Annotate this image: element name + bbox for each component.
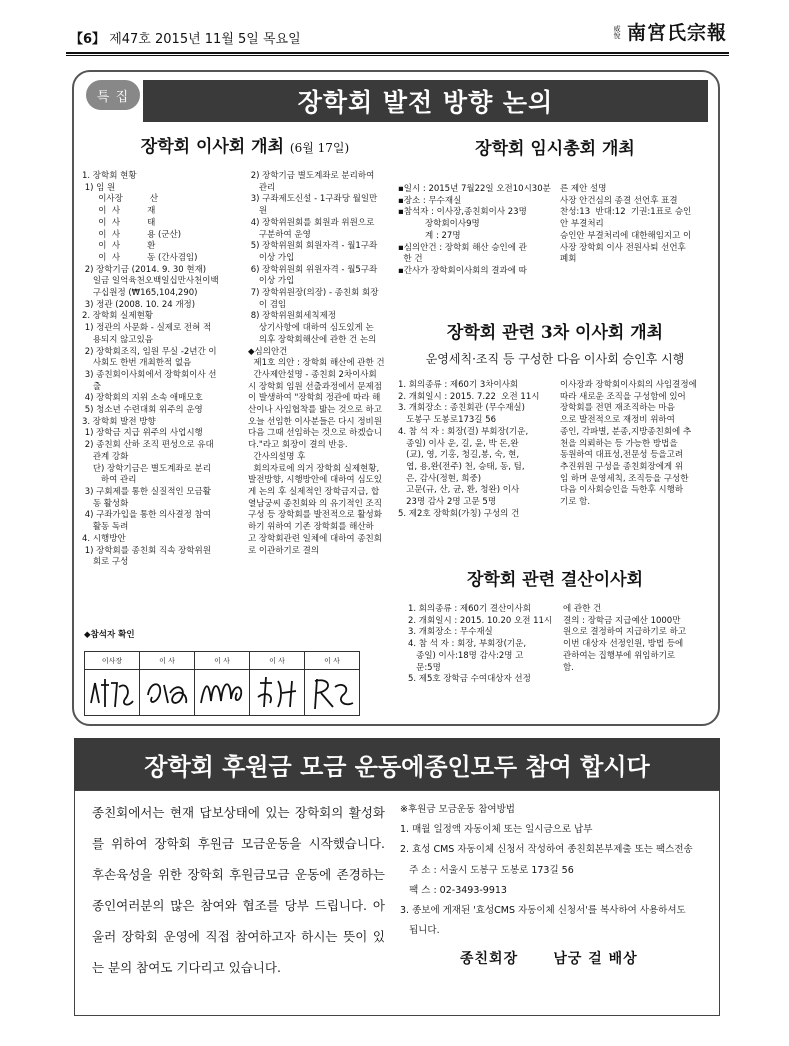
text-line: 에 관한 건 <box>563 604 602 614</box>
text-line: 간사의설명 후 <box>248 451 306 462</box>
issue-number: 제47호 <box>109 32 151 47</box>
handwritten-signature <box>142 673 192 713</box>
signature-cell <box>250 670 305 716</box>
third-meeting-title: 장학회 관련 3차 이사회 개최 <box>446 323 664 343</box>
board-meeting-date: (6월 17일) <box>289 141 350 155</box>
text-line: 이 사 태 <box>82 217 156 228</box>
masthead <box>612 18 727 45</box>
third-meeting-column-1 <box>398 380 558 520</box>
text-line: 5. 제5호 장학금 수여대상자 선정 <box>408 674 531 685</box>
text-line: ◆심의안건 <box>248 346 288 357</box>
text-line: 2) 장학기금 (2014. 9. 30 현재) <box>82 264 207 275</box>
text-line: 3) 종친회이사회에서 장학회이사 선 <box>82 369 217 380</box>
text-line: 임 하며 운영세칙, 조직등을 구성한 <box>560 473 689 484</box>
text-line: 이 사 용 (군산) <box>82 229 182 240</box>
general-meeting-column-2 <box>560 184 710 266</box>
header-divider <box>66 52 729 54</box>
text-line: 1) 장학회를 종친회 직속 장학위원 <box>82 545 211 556</box>
text-line: 천을 의뢰하는 등 가능한 방법을 <box>560 438 678 449</box>
signature-header: 이 사 <box>305 652 360 670</box>
feature-title: 장학회 발전 방향 논의 <box>143 80 708 122</box>
page-header-left <box>70 28 301 47</box>
text-line: 출 <box>82 381 102 392</box>
text-line: 으로 발전적으로 재정비 위하여 <box>560 415 675 426</box>
signature-row <box>85 670 360 716</box>
text-line: 이 발생하여 "장학회 정관에 따라 해 <box>248 393 381 404</box>
text-line: 폐회 <box>560 254 577 265</box>
howto-line: 2. 효성 CMS 자동이체 신청서 작성하여 종친회본부제출 또는 팩스전송 <box>400 844 693 856</box>
feature-tag: 특 집 <box>86 80 140 110</box>
text-line: 2. 개회일시 : 2015. 10.20 오전 11시 <box>408 615 553 626</box>
handwritten-signature <box>197 673 247 713</box>
text-line: 이 사 동 (간사겸임) <box>82 252 198 263</box>
text-line: 구분하여 운영 <box>248 229 311 240</box>
signature-header-row <box>85 652 360 670</box>
text-line: 구십원정 (₩165,104,290) <box>82 288 198 299</box>
text-line: 3. 장학회 발전 방향 <box>82 416 156 427</box>
text-line: 구성 등 장학회를 발전적으로 활성화 <box>248 510 382 521</box>
text-line: 2) 장학기금 별도계좌로 분리하여 <box>248 171 375 181</box>
signature-cell <box>85 670 140 716</box>
text-line: 하기 위하여 기존 장학회를 해산하 <box>248 522 374 533</box>
text-line: 도봉구 도봉로173길 56 <box>398 415 497 426</box>
header-divider-thin <box>66 55 729 56</box>
text-line: 관하여는 집행부에 위임하기로 <box>563 650 676 661</box>
text-line: 함. <box>563 662 574 673</box>
signature-header: 이사장 <box>85 652 140 670</box>
text-line: 이사장 산 <box>82 194 159 205</box>
text-line: 회로 구성 <box>82 557 129 568</box>
howto-line: 1. 매월 일정액 자동이체 또는 일시금으로 납부 <box>400 824 593 836</box>
masthead-small-text: 威悅 <box>612 24 621 39</box>
text-line: 기로 함. <box>560 497 591 508</box>
text-line: 회의자료에 의거 장학회 실제현황, <box>248 463 380 474</box>
text-line: 다음 이사회승인을 득한후 시행하 <box>560 485 684 496</box>
settlement-meeting-title: 장학회 관련 결산이사회 <box>466 570 644 590</box>
text-line: 사장 장학회 이사 전원사퇴 선언후 <box>560 242 686 253</box>
text-line: 4) 구좌가입을 통한 의사결정 참여 <box>82 510 211 521</box>
text-line: ▪참석자 : 이사장,종친회이사 23명 <box>398 207 527 218</box>
text-line: 오늘 선임한 이사분들은 다시 정비원 <box>248 416 382 427</box>
text-line: 5) 청소년 수련대회 위주의 운영 <box>82 405 203 416</box>
text-line: 장학회를 전면 재조직하는 마음 <box>560 403 675 414</box>
handwritten-signature <box>252 673 302 713</box>
text-line: 6) 장학위원회 위원자격 - 월5구좌 <box>248 264 378 275</box>
general-meeting-title: 장학회 임시총회 개최 <box>475 139 635 159</box>
text-line: 1) 임 원 <box>82 182 116 193</box>
text-line: 사회도 한번 개최한적 없음 <box>82 358 192 369</box>
text-line: 4. 시행방안 <box>82 533 126 544</box>
text-line: ▪심의안건 : 장학회 해산 승인에 관 <box>398 242 527 253</box>
text-line: 찬성:13 반대:12 기권:1표로 승인 <box>560 207 692 218</box>
text-line: 고문(규, 산, 균, 환, 청완) 이사 <box>398 485 520 496</box>
text-line: 간사제안설명 - 종친회 2차이사회 <box>248 369 377 380</box>
text-line: 엽, 용,완(전주) 천, 승태, 동, 팀, <box>398 461 525 472</box>
text-line: 3) 구좌제도신설 - 1구좌당 월일만 <box>248 194 378 205</box>
text-line: 로 이관하기로 결의 <box>248 545 320 556</box>
text-line: 발전방향, 시행방안에 대하여 심도있 <box>248 475 382 486</box>
text-line: 활동 독려 <box>82 522 129 533</box>
general-meeting-column-1 <box>398 184 553 278</box>
text-line: 1) 정관의 사문화 - 실제로 전혀 적 <box>82 323 212 334</box>
text-line: 이 사 환 <box>82 241 156 252</box>
issue-date: 2015년 11월 5일 목요일 <box>155 32 301 47</box>
masthead-brand: 南宮氏宗報 <box>626 22 727 44</box>
text-line: ▪간사가 장학회이사회의 결과에 따 <box>398 265 527 276</box>
text-line: 사장 안건심의 종결 선언후 표결 <box>560 195 678 206</box>
text-line: 한 건 <box>398 254 423 265</box>
text-line: 종인, 각파별, 분종,지방종친회에 추 <box>560 426 692 437</box>
text-line: 4) 장학위원회를 회원과 위원으로 <box>248 217 375 228</box>
text-line: 5. 제2호 장학회(가칭) 구성의 건 <box>398 508 520 519</box>
text-line: 이 겸임 <box>248 299 287 310</box>
signature-header: 이 사 <box>250 652 305 670</box>
text-line: 1. 회의종류 : 제60기 3차이사회 <box>398 380 519 390</box>
text-line: 7) 장학위원장(의장) - 종친회 회장 <box>248 288 379 299</box>
howto-line: ※후원금 모금운동 참여방법 <box>400 804 515 815</box>
text-line: 은, 감사(정현, 희중) <box>398 473 482 484</box>
text-line: 동원하여 대표성,전문성 등을고려 <box>560 450 684 461</box>
settlement-meeting-column-1 <box>408 604 558 686</box>
howto-line: 팩 스 : 02-3493-9913 <box>400 884 507 896</box>
text-line: 의후 장학회해산에 관한 건 논의 <box>248 334 377 345</box>
text-line: 이상 가입 <box>248 276 295 287</box>
text-line: 이사장과 장학회이사회의 사임결정에 <box>560 380 697 390</box>
text-line: 5) 장학위원회 회원자격 - 월1구좌 <box>248 241 378 252</box>
text-line: 23명 감사 2명 고문 5명 <box>398 497 497 508</box>
text-line: 1. 회의종류 : 제60기 결산이사회 <box>408 604 531 614</box>
board-meeting-column-2 <box>248 171 408 557</box>
text-line: 단) 장학기금은 별도계좌로 분리 <box>82 463 211 474</box>
text-line: 원 <box>248 206 268 217</box>
text-line: 이상 가입 <box>248 252 295 263</box>
text-line: (교), 영, 기홍, 청길,봉, 숙, 현, <box>398 450 520 461</box>
text-line: 른 제안 설명 <box>560 184 607 194</box>
fundraising-howto <box>400 800 710 941</box>
signature-cell <box>305 670 360 716</box>
fundraising-signer: 종친회장 남궁 걸 배상 <box>460 951 638 967</box>
page-number: 【6】 <box>70 32 106 47</box>
text-line: ▪일시 : 2015년 7월22일 오전10시30분 <box>398 184 551 194</box>
text-line: 4. 참 석 자 : 회장, 부회장(기운, <box>408 639 527 650</box>
text-line: 4. 참 석 자 : 회장(걸) 부회장(기운, <box>398 426 529 437</box>
text-line: 다음 그때 선임하는 것으로 하겠습니 <box>248 428 382 439</box>
text-line: 2) 종친회 산하 조직 편성으로 유대 <box>82 440 214 451</box>
text-line: 3) 구회제를 통한 실질적인 모금활 <box>82 486 211 497</box>
text-line: 3. 개회장소 : 무수재실 <box>408 627 493 638</box>
text-line: 열남궁씨 종친회와 의 유기적인 조직 <box>248 498 382 509</box>
text-line: 4) 장학회의 지위 소속 애매모호 <box>82 393 203 404</box>
text-line: 일금 일억육천오백일십만사천이백 <box>82 276 219 287</box>
howto-line: 됩니다. <box>400 925 440 937</box>
text-line: 계 : 27명 <box>398 230 461 241</box>
signature-header: 이 사 <box>195 652 250 670</box>
text-line: 2. 장학회 실제현황 <box>82 311 153 322</box>
text-line: 산이나 사임협착를 밟는 것으로 하고 <box>248 405 382 416</box>
text-line: 3. 개회장소 : 종친회관 (무수재실) <box>398 403 525 414</box>
third-meeting-column-2 <box>560 380 710 509</box>
text-line: 하여 관리 <box>82 475 137 486</box>
text-line: 문:5명 <box>408 662 441 673</box>
text-line: 용되지 않고있음 <box>82 334 153 345</box>
text-line: 고 장학회관련 일체에 대하여 종친회 <box>248 533 382 544</box>
text-line: 게 논의 후 실제적인 장학금지급, 합 <box>248 486 380 497</box>
fundraising-appeal: 종친회에서는 현재 답보상태에 있는 장학회의 활성화를 위하여 장학회 후원금 모금운동을 시작했습니다. 후손육성을 위한 장학회 후원금모금 운동에 존경하는 종인여러분의 많은 참여와 협조를 당부 드립니다. 아울러 장학회 운영에 직접 참여하고자 하시는 뜻이 있는 분의 참여도 기다리고 있습니다. <box>92 805 385 975</box>
board-meeting-title-text: 장학회 이사회 개최 <box>140 137 284 157</box>
text-line: 안 부결처리 <box>560 219 604 230</box>
signature-cell <box>140 670 195 716</box>
text-line: 다."라고 회장이 결의 반응. <box>248 440 348 451</box>
text-line: 3) 정관 (2008. 10. 24 개정) <box>82 299 196 310</box>
text-line: 장학회이사9명 <box>398 219 480 230</box>
signature-table <box>84 651 360 716</box>
text-line: 승인안 부결처리에 대한해임지고 이 <box>560 230 692 241</box>
text-line: 이번 대상자 선정인원, 방법 등에 <box>563 639 684 650</box>
howto-line: 3. 종보에 게재된 '효성CMS 자동이체 신청서'를 복사하여 사용하셔도 <box>400 905 686 917</box>
text-line: 2) 장학회조직, 임원 무실 -2년간 이 <box>82 346 217 357</box>
text-line: 관계 강화 <box>82 451 129 462</box>
handwritten-signature <box>307 673 357 713</box>
board-meeting-column-1 <box>82 171 242 569</box>
text-line: 2. 개회일시 : 2015. 7.22 오전 11시 <box>398 391 540 402</box>
text-line: 1) 장학금 지급 위주의 사업시행 <box>82 428 203 439</box>
third-meeting-subtitle: 운영세칙·조직 등 구성한 다음 이사회 승인후 시행 <box>425 352 685 366</box>
text-line: 제1호 의안 : 장학회 해산에 관한 건 <box>248 358 385 369</box>
text-line: 원으로 결정하여 지급하기로 하고 <box>563 627 687 638</box>
text-line: 이 사 재 <box>82 206 156 217</box>
text-line: 상기사항에 대하여 심도있게 논 <box>248 323 374 334</box>
handwritten-signature <box>87 673 137 713</box>
text-line: 따라 새로운 조직을 구성함에 있어 <box>560 391 686 402</box>
fundraising-banner: 장학회 후원금 모금 운동에종인모두 참여 합시다 <box>74 738 720 790</box>
signature-header: 이 사 <box>140 652 195 670</box>
howto-line: 주 소 : 서울시 도봉구 도봉로 173길 56 <box>400 864 574 876</box>
text-line: 종일) 이사 운, 길, 윤, 박 돈,완 <box>398 438 519 449</box>
settlement-meeting-column-2 <box>563 604 708 674</box>
signature-cell <box>195 670 250 716</box>
text-line: ▪장소 : 무수재실 <box>398 195 462 206</box>
text-line: 시 장학회 임원 선출과정에서 문제점 <box>248 381 382 392</box>
text-line: 종일) 이사:18명 감사:2명 고 <box>408 650 524 661</box>
text-line: 8) 장학위원회세칙제정 <box>248 311 337 322</box>
text-line: 관리 <box>248 182 276 193</box>
text-line: 추진위원 구성을 종친회장에게 위 <box>560 461 684 472</box>
attendance-label: ◆참석자 확인 <box>84 630 135 640</box>
text-line: 결의 : 장학금 지급예산 1000만 <box>563 615 681 626</box>
text-line: 1. 장학회 현황 <box>82 171 137 181</box>
board-meeting-title <box>110 132 380 157</box>
text-line: 동 활성화 <box>82 498 129 509</box>
